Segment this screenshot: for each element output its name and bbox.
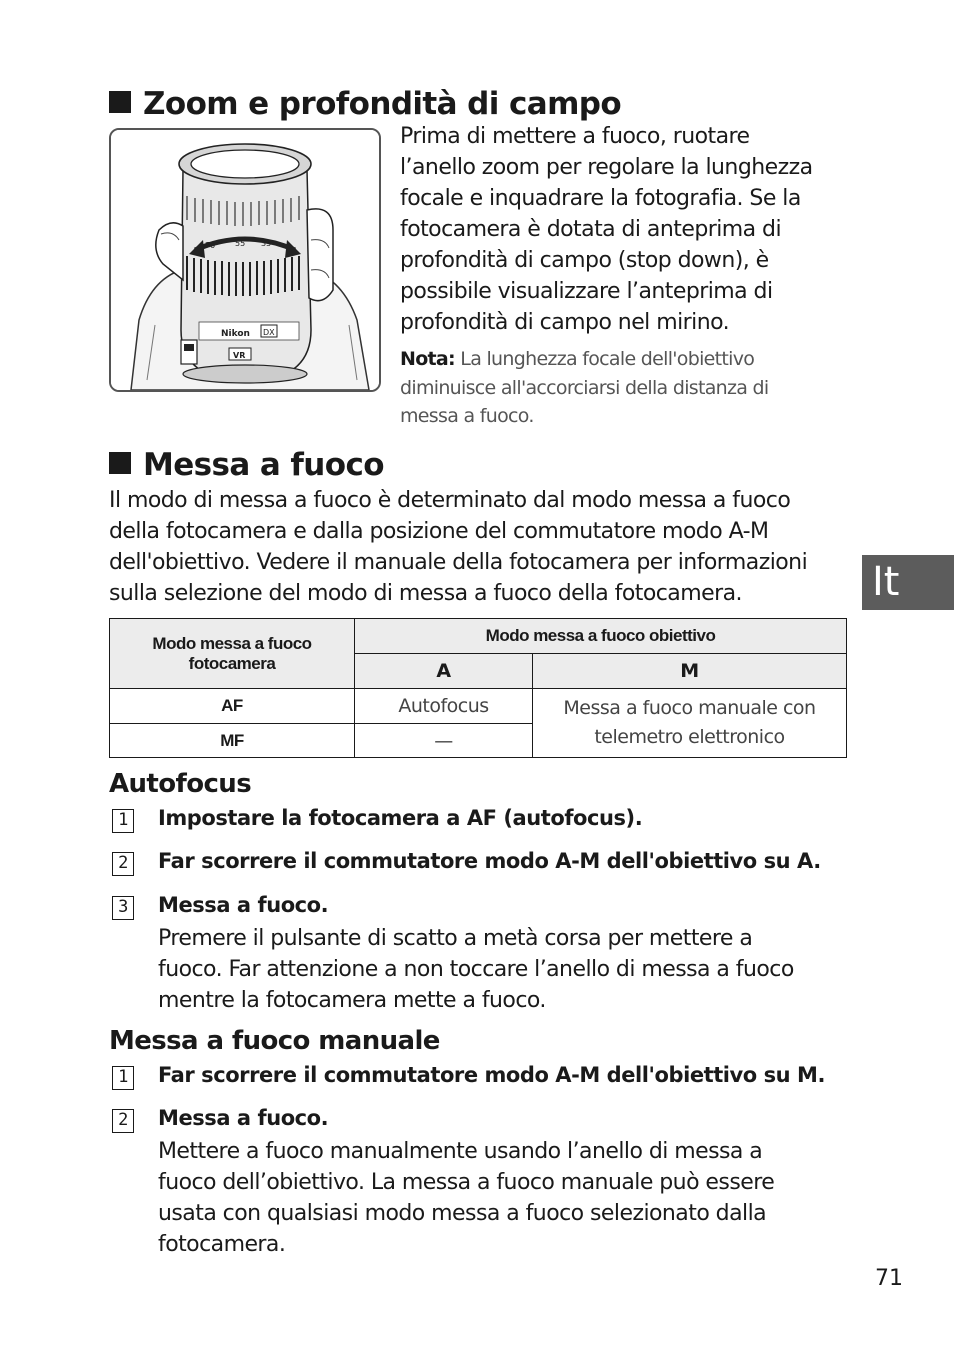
zoom-lens-figure (111, 130, 379, 390)
lens-vr-mark: VR (233, 351, 246, 360)
manual-step-1 (109, 1063, 869, 1095)
section-title-text: Messa a fuoco (143, 447, 384, 483)
text-line: profondità di campo (stop down), è (400, 248, 769, 273)
lens-brand-mark: Nikon (221, 329, 250, 339)
step-title: Impostare la fotocamera a AF (autofocus). (158, 806, 643, 830)
step-number: 1 (112, 1066, 134, 1090)
table-header-camera-mode (110, 619, 355, 689)
text-line: profondità di campo nel mirino. (400, 310, 730, 335)
step-title: Far scorrere il commutatore modo A-M dell'obiettivo su A. (158, 849, 821, 873)
text-line: mentre la fotocamera mette a fuoco. (158, 988, 546, 1013)
header-line: Modo messa a fuoco (152, 633, 312, 653)
step-title: Far scorrere il commutatore modo A-M dell'obiettivo su M. (158, 1063, 826, 1087)
text-line: possibile visualizzare l’anteprima di (400, 279, 773, 304)
table-header-lens-mode: Modo messa a fuoco obiettivo (355, 619, 847, 654)
text-line: sulla selezione del modo di messa a fuoco della fotocamera. (109, 581, 742, 606)
text-line: fotocamera. (158, 1232, 286, 1257)
text-line: fotocamera è dotata di anteprima di (400, 217, 782, 242)
table-header-m: M (533, 654, 847, 689)
table-cell-af-a: Autofocus (355, 689, 533, 724)
table-cell-manual (533, 689, 847, 758)
step-description (158, 1136, 774, 1260)
section1-body (400, 121, 813, 338)
table-cell-mf-a: — (355, 724, 533, 758)
autofocus-step-3 (109, 893, 869, 1023)
section2-body (109, 485, 807, 609)
autofocus-step-1 (109, 806, 869, 838)
zoom-scale-mark: 55 (235, 239, 246, 248)
zoom-scale-mark: 35 (261, 239, 272, 248)
note-line: diminuisce all'accorciarsi della distanza di (400, 376, 769, 399)
note (400, 345, 769, 431)
step-number: 1 (112, 809, 134, 833)
manual-step-2 (109, 1106, 869, 1266)
text-line: fuoco. Far attenzione a non toccare l’anello di messa a fuoco (158, 957, 794, 982)
cell-line: Messa a fuoco manuale con (563, 697, 816, 719)
step-description (158, 923, 794, 1016)
text-line: focale e inquadrare la fotografia. Se la (400, 186, 801, 211)
text-line: l’anello zoom per regolare la lunghezza (400, 155, 813, 180)
table-row-label-af: AF (110, 689, 355, 724)
text-line: Il modo di messa a fuoco è determinato dal modo messa a fuoco (109, 488, 791, 513)
section-title-focus (109, 447, 384, 483)
text-line: della fotocamera e dalla posizione del commutatore modo A-M (109, 519, 769, 544)
lens-dx-mark: DX (263, 328, 275, 337)
language-tab: It (862, 555, 954, 610)
text-line: Premere il pulsante di scatto a metà corsa per mettere a (158, 926, 753, 951)
cell-line: telemetro elettronico (594, 726, 785, 748)
step-number: 2 (112, 1109, 134, 1133)
text-line: Prima di mettere a fuoco, ruotare (400, 124, 750, 149)
table-header-a: A (355, 654, 533, 689)
text-line: dell'obiettivo. Vedere il manuale della fotocamera per informazioni (109, 550, 808, 575)
text-line: Mettere a fuoco manualmente usando l’anello di messa a (158, 1139, 763, 1164)
zoom-scale-mark: 70 (205, 241, 216, 250)
section-square-icon (109, 452, 131, 474)
section-title-zoom (109, 86, 621, 122)
autofocus-step-2 (109, 849, 869, 881)
section-square-icon (109, 91, 131, 113)
note-line: La lunghezza focale dell'obiettivo (454, 348, 755, 370)
step-number: 2 (112, 852, 134, 876)
note-line: messa a fuoco. (400, 405, 534, 427)
manual-focus-heading: Messa a fuoco manuale (109, 1026, 440, 1056)
note-label: Nota: (400, 348, 455, 370)
text-line: fuoco dell’obiettivo. La messa a fuoco manuale può essere (158, 1170, 775, 1195)
lens-illustration (109, 128, 381, 392)
text-line: usata con qualsiasi modo messa a fuoco selezionato dalla (158, 1201, 767, 1226)
table-row-label-mf: MF (110, 724, 355, 758)
step-number: 3 (112, 896, 134, 920)
autofocus-heading: Autofocus (109, 769, 252, 799)
page-number: 71 (875, 1266, 903, 1291)
step-title: Messa a fuoco. (158, 1106, 329, 1130)
header-line: fotocamera (188, 653, 276, 673)
step-title: Messa a fuoco. (158, 893, 329, 917)
focus-mode-table (109, 618, 847, 758)
section-title-text: Zoom e profondità di campo (143, 86, 622, 122)
